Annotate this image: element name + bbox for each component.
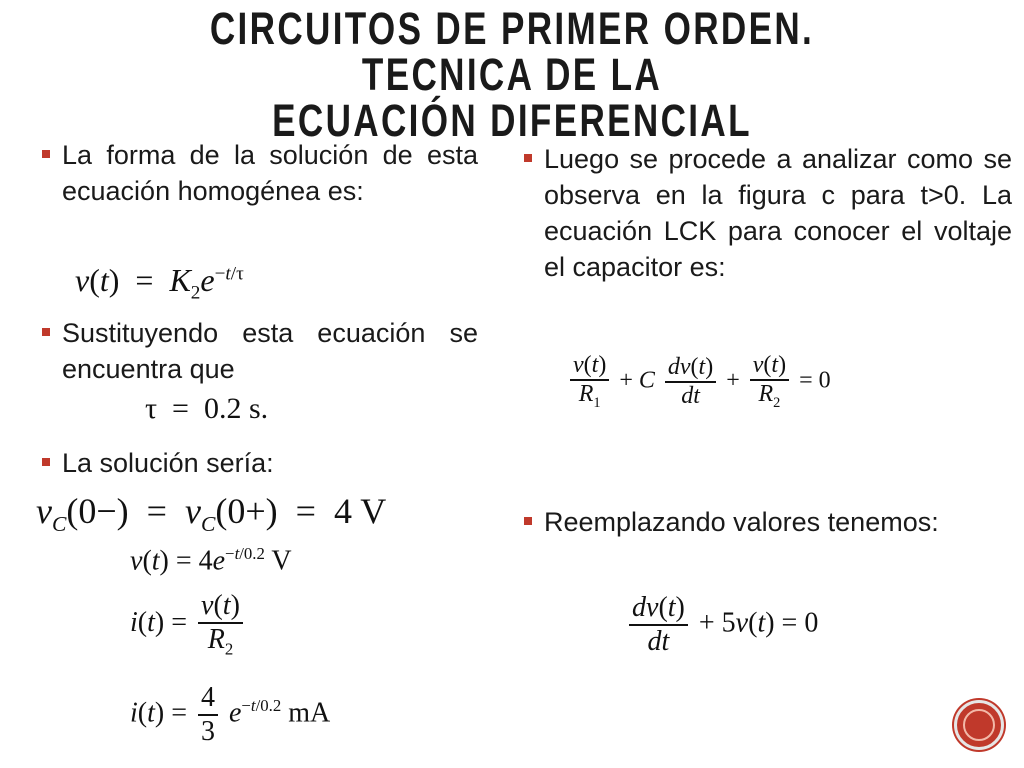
left-bullet-2: Sustituyendo esta ecuación se encuentra que <box>38 315 478 387</box>
right-bullet-2: Reemplazando valores tenemos: <box>520 504 1012 540</box>
bullet-square-icon <box>42 150 50 158</box>
bullet-square-icon <box>42 458 50 466</box>
left-bullet-1: La forma de la solución de esta ecuación homogénea es: <box>38 137 478 209</box>
eq-v-solution: $v(t) = 4e^{-t/0.2}$ V <box>130 544 292 577</box>
eq-initial-condition: $v_C(0-) = v_C(0+) = 4$ V <box>36 491 387 537</box>
bullet-square-icon <box>42 328 50 336</box>
eq-differential: $\frac{dv(t)}{dt}$ + 5v(t) = 0 <box>625 592 818 658</box>
eq-tau: τ = 0.2 s. <box>145 392 269 425</box>
title-line-1: CIRCUITOS DE PRIMER ORDEN. TECNICA DE LA <box>209 3 815 100</box>
eq-i-solution: i(t) = $\frac{4}{3}$ $e^{-t/0.2}$ mA <box>130 682 331 747</box>
eq-i-ratio: i(t) = $\frac{v(t)}{R_2}$ <box>130 590 247 660</box>
eq-kcl: $\frac{v(t)}{R_1}$ + C $\frac{dv(t)}{dt}$ + $\frac{v(t)}{R_2}$ = 0 <box>566 352 831 412</box>
bullet-square-icon <box>524 517 532 525</box>
title-line-2: ECUACIÓN DIFERENCIAL <box>272 95 752 146</box>
red-circle-logo-icon <box>954 700 1004 750</box>
bullet-square-icon <box>524 154 532 162</box>
right-bullet-1: Luego se procede a analizar como se observa en la figura c para t>0. La ecuación LCK para conocer el voltaje el capacitor es: <box>520 141 1012 285</box>
left-bullet-3: La solución sería: <box>38 445 478 481</box>
slide-title <box>144 3 880 146</box>
eq-v-general: $v(t) = K_2e^{-t/\tau}$ <box>75 262 244 304</box>
